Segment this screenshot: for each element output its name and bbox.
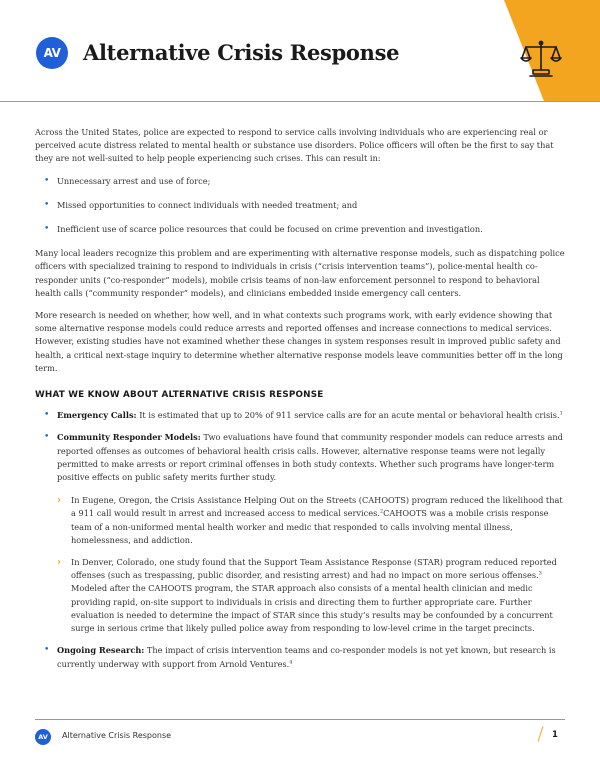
item-lead: Emergency Calls: [57,410,137,421]
footer-logo: AV [35,729,51,745]
item-lead: Community Responder Models: [57,432,201,443]
intro-paragraph: Across the United States, police are expected to respond to service calls involving individuals who are experiencing real or perceived acute distress related to mental health or substance use disorders. Police officers will often be the first to say that they are not well-suited to help people experiencing such crises. This can result in: [35,127,554,164]
research-paragraph: More research is needed on whether, how well, and in what contexts such programs work, with early evidence showing that some alternative response models could reduce arrests and reported offenses and increase connections to medical services. However, existing studies have not examined whether these changes in system responses result in improved public safety and health, a critical next-stage inquiry to determine whether alternative response models leave communities better off in the long term. [35,310,563,373]
footnote-ref: 1 [559,410,563,417]
av-logo: AV [36,37,68,69]
list-item-community-responder [35,431,565,635]
list-item: • Inefficient use of scarce police resources that could be focused on crime prevention and investigation. [35,223,565,236]
page-number: 1 [552,730,558,740]
sub-text: Modeled after the CAHOOTS program, the STAR approach also consists of a mental health clinician and medic providing rapid, on-site support to individuals in crisis and directing them to further appropriate care. Further evaluation is needed to determine the impact of STAR since this study’s results may be confounded by a concurrent surge in serious crime that likely pulled police away from responding to low-level crime in the target precincts. [71,583,553,634]
item-lead: Ongoing Research: [57,645,145,656]
sub-item-eugene [57,494,565,547]
item-text: Two evaluations have found that community responder models can reduce arrests and reported offenses as outcomes of behavioral health crisis calls. However, alternative response teams were not legally permitted to make arrests or report criminal offenses in both study contexts. Whether such programs have longer-term positive effects on public safety merits further study. [57,432,563,483]
item-text: The impact of crisis intervention teams and co-responder models is not yet known, but research is currently underway with support from Arnold Ventures. [57,645,556,669]
models-paragraph: Many local leaders recognize this problem and are experimenting with alternative response models, such as dispatching police officers with specialized training to respond to individuals in crisis (“crisis intervention teams”), police-mental health co-responder units (“co-responder” models), mobile crisis teams of non-law enforcement personnel to respond to behavioral health calls (“community responder” models), and clinicians embedded inside emergency call centers. [35,248,565,298]
list-item: • Unnecessary arrest and use of force; [35,175,565,188]
footnote-ref: 2 [379,508,384,515]
page-header [0,0,600,103]
sub-text: In Denver, Colorado, one study found that the Support Team Assistance Response (STAR) program reduced reported offenses (such as trespassing, public disorder, and resisting arrest) and had no impact on more serious offenses. [71,557,557,581]
list-item: • Missed opportunities to connect individuals with needed treatment; and [35,199,565,212]
page-title: Alternative Crisis Response [83,40,400,65]
list-item-ongoing-research [35,644,565,670]
footnote-ref: 4 [289,658,293,665]
problem-list [35,175,565,237]
sub-text: In Eugene, Oregon, the Crisis Assistance Helping Out on the Streets (CAHOOTS) program reduced the likelihood that a 911 call would result in arrest and increased access to medical services. [71,495,563,519]
scales-of-justice-icon [520,38,562,78]
sub-list [57,494,565,635]
footnote-ref: 3 [538,570,542,577]
item-text: It is estimated that up to 20% of 911 service calls are for an acute mental or behavioral health crisis. [136,410,560,421]
sub-item-denver [57,556,565,635]
header-divider [0,101,600,102]
sub-text: CAHOOTS was a mobile crisis response team of a non-uniformed mental health worker and medic that responded to calls involving mental illness, homelessness, and addiction. [71,508,549,545]
section-heading: WHAT WE KNOW ABOUT ALTERNATIVE CRISIS RESPONSE [35,390,324,401]
footer-label: Alternative Crisis Response [62,731,172,740]
findings-list [35,409,565,670]
list-item-emergency-calls [35,409,565,422]
document-body [35,126,565,680]
footer-slash-accent [538,726,544,742]
footer-divider [35,719,565,720]
